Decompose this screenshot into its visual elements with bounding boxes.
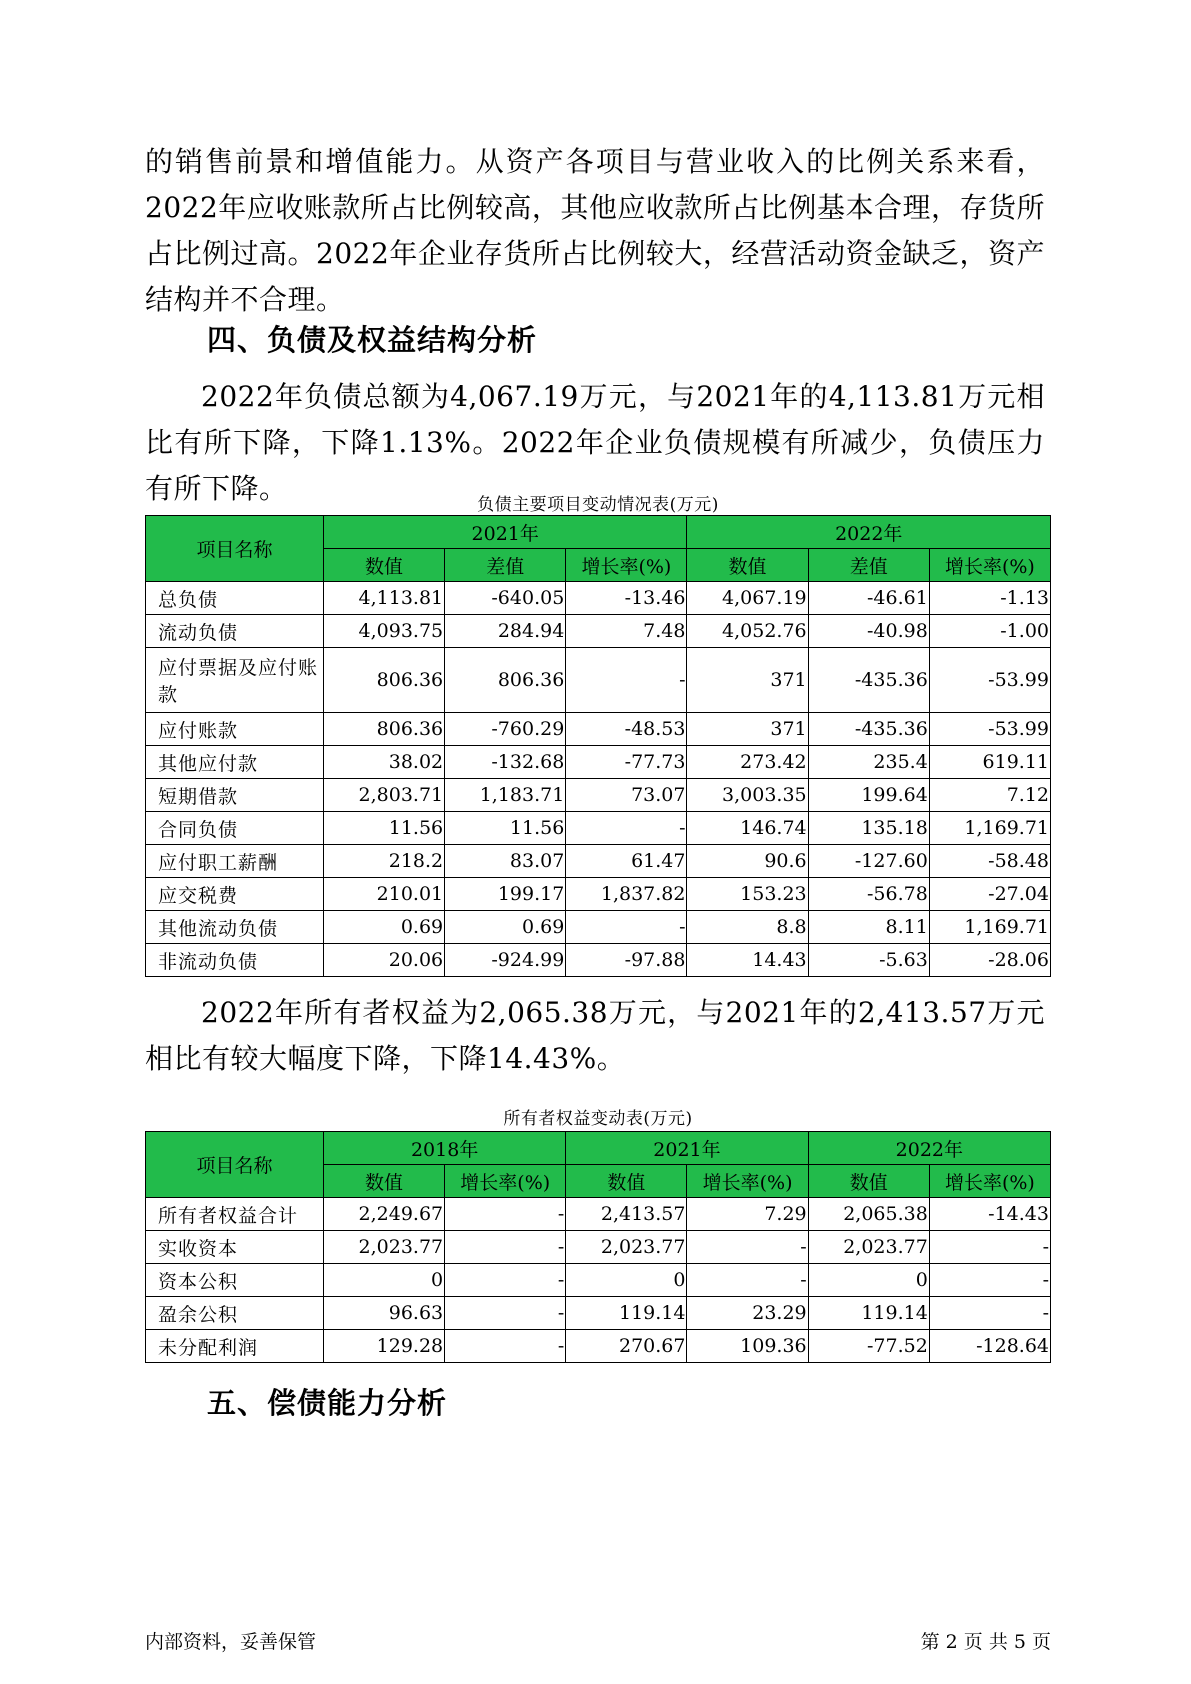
row-value-cell: 7.12	[929, 779, 1050, 812]
equity-table-row	[146, 1231, 1051, 1264]
liability-table-row	[146, 615, 1051, 648]
row-value-cell: 284.94	[445, 615, 566, 648]
row-value-cell: 0	[566, 1264, 687, 1297]
liability-table-year-row	[146, 516, 1051, 549]
row-value-cell: 0	[808, 1264, 929, 1297]
row-value-cell: -27.04	[929, 878, 1050, 911]
equity-subheader: 数值	[323, 1165, 444, 1198]
row-value-cell: -128.64	[929, 1330, 1050, 1363]
row-item-name: 实收资本	[146, 1231, 324, 1264]
row-value-cell: 371	[687, 713, 808, 746]
row-value-cell: -	[566, 911, 687, 944]
row-value-cell: 1,837.82	[566, 878, 687, 911]
row-value-cell: 20.06	[323, 944, 444, 977]
row-value-cell: -53.99	[929, 648, 1050, 713]
liability-table	[145, 515, 1051, 977]
row-value-cell: 83.07	[445, 845, 566, 878]
row-value-cell: -760.29	[445, 713, 566, 746]
row-value-cell: 73.07	[566, 779, 687, 812]
row-value-cell: 218.2	[323, 845, 444, 878]
row-value-cell: 0.69	[323, 911, 444, 944]
equity-subheader: 数值	[566, 1165, 687, 1198]
row-value-cell: 96.63	[323, 1297, 444, 1330]
row-item-name: 资本公积	[146, 1264, 324, 1297]
row-value-cell: -53.99	[929, 713, 1050, 746]
liability-subheader: 数值	[323, 549, 444, 582]
equity-subheader: 数值	[808, 1165, 929, 1198]
row-value-cell: 199.17	[445, 878, 566, 911]
liability-table-row	[146, 582, 1051, 615]
equity-table	[145, 1131, 1051, 1363]
row-value-cell: 129.28	[323, 1330, 444, 1363]
intro-text: 的销售前景和增值能力。从资产各项目与营业收入的比例关系来看，2022年应收账款所占比例较高，其他应收款所占比例基本合理，存货所占比例过高。2022年企业存货所占比例较大，经营活动资金缺乏，资产结构并不合理。	[145, 145, 1045, 316]
row-value-cell: 119.14	[808, 1297, 929, 1330]
liability-table-row	[146, 713, 1051, 746]
row-item-name: 流动负债	[146, 615, 324, 648]
row-value-cell: 2,065.38	[808, 1198, 929, 1231]
row-value-cell: 270.67	[566, 1330, 687, 1363]
row-value-cell: 0.69	[445, 911, 566, 944]
row-value-cell: 4,113.81	[323, 582, 444, 615]
liability-table-row	[146, 648, 1051, 713]
row-value-cell: 235.4	[808, 746, 929, 779]
row-value-cell: -77.52	[808, 1330, 929, 1363]
row-value-cell: -	[445, 1264, 566, 1297]
row-value-cell: 8.8	[687, 911, 808, 944]
row-value-cell: 0	[323, 1264, 444, 1297]
row-value-cell: 3,003.35	[687, 779, 808, 812]
liability-table-row	[146, 878, 1051, 911]
liability-year-header: 2022年	[687, 516, 1051, 549]
liability-subheader: 增长率(%)	[566, 549, 687, 582]
row-value-cell: -132.68	[445, 746, 566, 779]
row-value-cell: 38.02	[323, 746, 444, 779]
row-value-cell: -97.88	[566, 944, 687, 977]
equity-subheader: 增长率(%)	[445, 1165, 566, 1198]
equity-table-year-row	[146, 1132, 1051, 1165]
row-item-name: 应交税费	[146, 878, 324, 911]
section-5-heading: 五、偿债能力分析	[207, 1386, 448, 1420]
row-value-cell: -5.63	[808, 944, 929, 977]
liability-table-caption: 负债主要项目变动情况表(万元)	[477, 495, 719, 515]
row-value-cell: -	[929, 1231, 1050, 1264]
row-value-cell: 7.48	[566, 615, 687, 648]
row-value-cell: -435.36	[808, 648, 929, 713]
liability-table-row	[146, 746, 1051, 779]
row-value-cell: 109.36	[687, 1330, 808, 1363]
row-value-cell: -	[566, 648, 687, 713]
row-value-cell: 806.36	[323, 648, 444, 713]
liability-subheader: 增长率(%)	[929, 549, 1050, 582]
row-value-cell: 2,803.71	[323, 779, 444, 812]
row-value-cell: -14.43	[929, 1198, 1050, 1231]
liability-item-header: 项目名称	[146, 516, 324, 582]
row-value-cell: 23.29	[687, 1297, 808, 1330]
row-value-cell: -	[445, 1297, 566, 1330]
row-value-cell: -48.53	[566, 713, 687, 746]
row-item-name: 非流动负债	[146, 944, 324, 977]
equity-item-header: 项目名称	[146, 1132, 324, 1198]
liability-table-row	[146, 812, 1051, 845]
row-value-cell: 11.56	[445, 812, 566, 845]
row-item-name: 其他流动负债	[146, 911, 324, 944]
liability-subheader: 差值	[445, 549, 566, 582]
intro-paragraph	[145, 139, 1045, 323]
row-value-cell: 371	[687, 648, 808, 713]
row-value-cell: 199.64	[808, 779, 929, 812]
row-value-cell: 2,413.57	[566, 1198, 687, 1231]
row-item-name: 合同负债	[146, 812, 324, 845]
row-value-cell: -640.05	[445, 582, 566, 615]
row-value-cell: -127.60	[808, 845, 929, 878]
row-value-cell: -28.06	[929, 944, 1050, 977]
row-value-cell: -924.99	[445, 944, 566, 977]
row-value-cell: 146.74	[687, 812, 808, 845]
row-item-name: 盈余公积	[146, 1297, 324, 1330]
row-value-cell: 273.42	[687, 746, 808, 779]
row-value-cell: 2,023.77	[566, 1231, 687, 1264]
equity-summary-paragraph	[145, 990, 1045, 1082]
liability-summary-text: 2022年负债总额为4,067.19万元，与2021年的4,113.81万元相比有所下降，下降1.13%。2022年企业负债规模有所减少，负债压力有所下降。	[145, 380, 1045, 505]
equity-subheader: 增长率(%)	[929, 1165, 1050, 1198]
row-value-cell: -	[566, 812, 687, 845]
liability-table-row	[146, 845, 1051, 878]
row-value-cell: -46.61	[808, 582, 929, 615]
row-item-name: 应付票据及应付账款	[146, 648, 324, 713]
row-value-cell: 4,093.75	[323, 615, 444, 648]
row-item-name: 应付职工薪酬	[146, 845, 324, 878]
row-value-cell: 619.11	[929, 746, 1050, 779]
row-value-cell: -58.48	[929, 845, 1050, 878]
row-value-cell: -	[929, 1264, 1050, 1297]
row-value-cell: 1,183.71	[445, 779, 566, 812]
row-value-cell: -	[687, 1231, 808, 1264]
row-value-cell: 8.11	[808, 911, 929, 944]
row-value-cell: -1.00	[929, 615, 1050, 648]
row-value-cell: 135.18	[808, 812, 929, 845]
row-value-cell: 4,052.76	[687, 615, 808, 648]
row-value-cell: -435.36	[808, 713, 929, 746]
row-value-cell: -13.46	[566, 582, 687, 615]
liability-year-header: 2021年	[323, 516, 687, 549]
row-value-cell: 11.56	[323, 812, 444, 845]
row-value-cell: -	[445, 1330, 566, 1363]
row-value-cell: -	[445, 1231, 566, 1264]
row-value-cell: 14.43	[687, 944, 808, 977]
row-value-cell: -77.73	[566, 746, 687, 779]
row-item-name: 短期借款	[146, 779, 324, 812]
row-value-cell: 1,169.71	[929, 911, 1050, 944]
row-value-cell: 806.36	[445, 648, 566, 713]
row-item-name: 应付账款	[146, 713, 324, 746]
row-value-cell: 2,023.77	[808, 1231, 929, 1264]
equity-year-header: 2018年	[323, 1132, 565, 1165]
equity-year-header: 2021年	[566, 1132, 808, 1165]
footer-confidential-note: 内部资料，妥善保管	[145, 1631, 317, 1653]
equity-table-row	[146, 1330, 1051, 1363]
row-value-cell: 2,249.67	[323, 1198, 444, 1231]
row-item-name: 未分配利润	[146, 1330, 324, 1363]
row-value-cell: 210.01	[323, 878, 444, 911]
row-item-name: 其他应付款	[146, 746, 324, 779]
equity-subheader: 增长率(%)	[687, 1165, 808, 1198]
liability-table-row	[146, 779, 1051, 812]
row-value-cell: 61.47	[566, 845, 687, 878]
equity-year-header: 2022年	[808, 1132, 1050, 1165]
row-value-cell: 1,169.71	[929, 812, 1050, 845]
row-value-cell: 2,023.77	[323, 1231, 444, 1264]
row-item-name: 总负债	[146, 582, 324, 615]
row-value-cell: -	[929, 1297, 1050, 1330]
row-value-cell: 4,067.19	[687, 582, 808, 615]
liability-subheader: 数值	[687, 549, 808, 582]
row-value-cell: -	[687, 1264, 808, 1297]
equity-table-row	[146, 1264, 1051, 1297]
equity-table-row	[146, 1198, 1051, 1231]
footer-page-number: 第 2 页 共 5 页	[920, 1631, 1051, 1653]
equity-table-caption: 所有者权益变动表(万元)	[503, 1109, 693, 1129]
row-value-cell: 806.36	[323, 713, 444, 746]
row-value-cell: -1.13	[929, 582, 1050, 615]
row-value-cell: -56.78	[808, 878, 929, 911]
equity-table-row	[146, 1297, 1051, 1330]
row-value-cell: 7.29	[687, 1198, 808, 1231]
liability-table-row	[146, 911, 1051, 944]
section-4-heading: 四、负债及权益结构分析	[207, 323, 538, 357]
row-value-cell: -40.98	[808, 615, 929, 648]
row-value-cell: -	[445, 1198, 566, 1231]
liability-subheader: 差值	[808, 549, 929, 582]
liability-table-row	[146, 944, 1051, 977]
row-value-cell: 90.6	[687, 845, 808, 878]
row-item-name: 所有者权益合计	[146, 1198, 324, 1231]
equity-summary-text: 2022年所有者权益为2,065.38万元，与2021年的2,413.57万元相比有较大幅度下降，下降14.43%。	[145, 996, 1045, 1075]
row-value-cell: 153.23	[687, 878, 808, 911]
row-value-cell: 119.14	[566, 1297, 687, 1330]
